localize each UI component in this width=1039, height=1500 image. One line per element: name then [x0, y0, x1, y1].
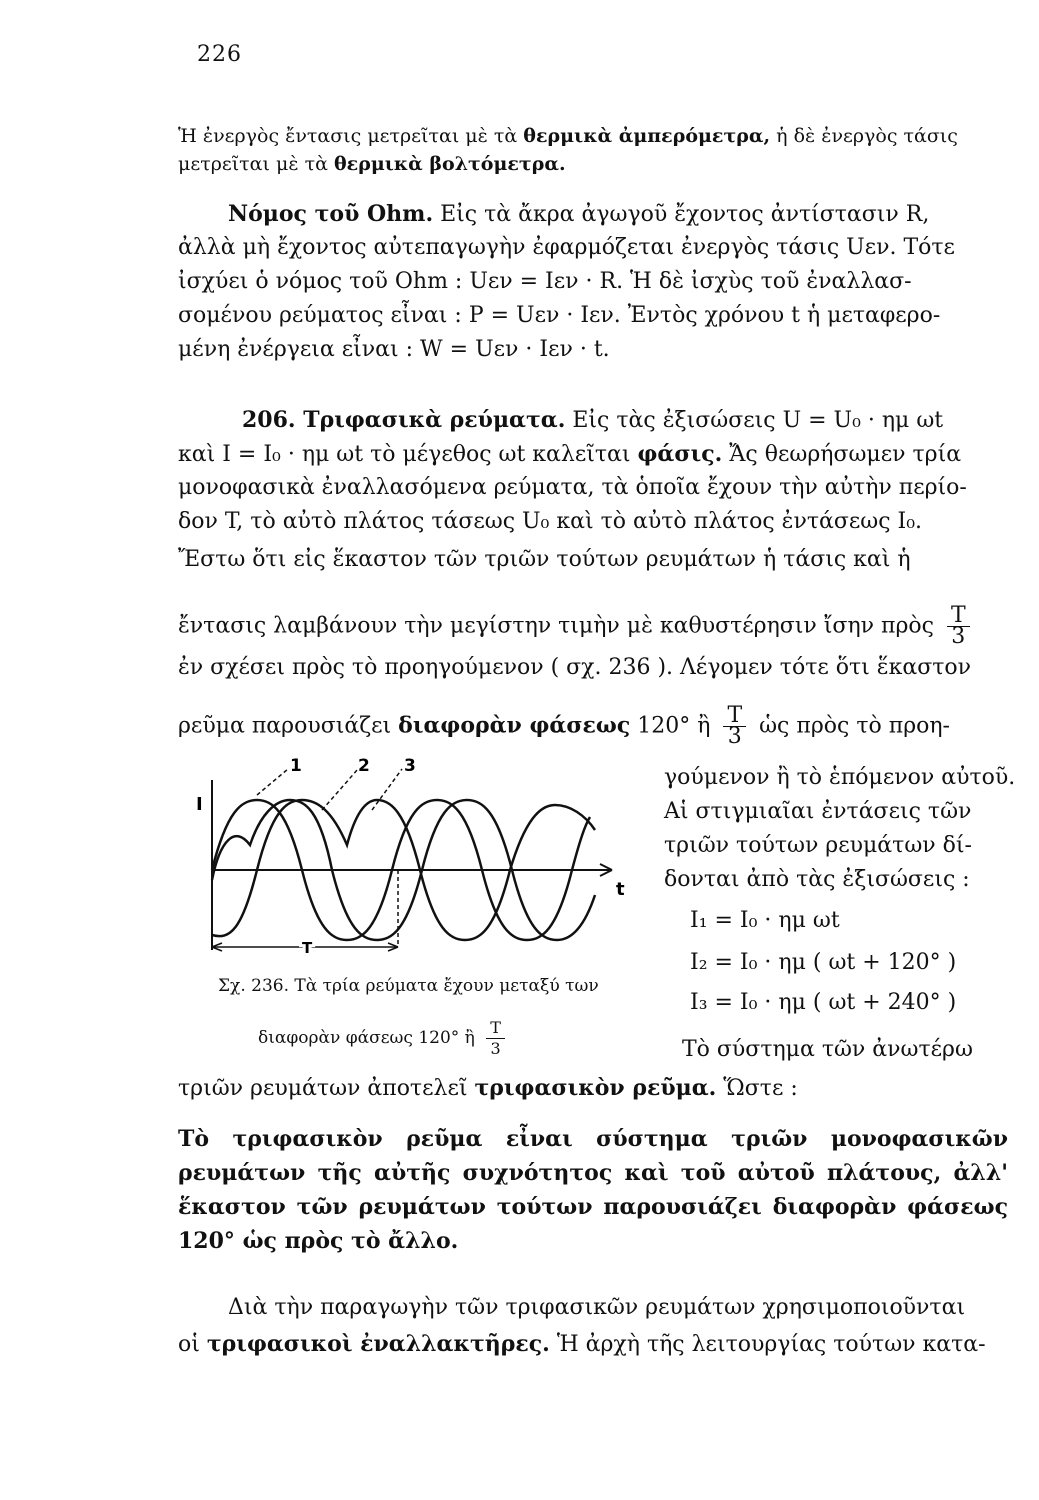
ohm-line-4: σομένου ρεύματος εἶναι : P = Uεν · Iεν. Ἐντὸς χρόνου t ἡ μεταφερο- [178, 303, 941, 328]
term-phase: φάσις. [637, 441, 723, 467]
caption-text: διαφορὰν φάσεως 120° ἢ [258, 1028, 475, 1048]
final-line-1: Διὰ τὴν παραγωγὴν τῶν τριφασικῶν ρευμάτων χρησιμοποιοῦνται [228, 1295, 966, 1320]
curve-label-2: 2 [358, 756, 370, 776]
section-text: ρεῦμα παρουσιάζει [178, 713, 399, 739]
right-line-3: τριῶν τούτων ρευμάτων δί- [664, 833, 972, 858]
term-three-phase-current: τριφασικὸν ρεῦμα. [474, 1075, 717, 1101]
intro-term-ammeters: θερμικὰ ἀμπερόμετρα, [523, 125, 771, 147]
caption-fraction-denominator: 3 [490, 1039, 501, 1058]
closing-text: τριῶν ρευμάτων ἀποτελεῖ [178, 1076, 475, 1101]
closing-line [178, 1074, 798, 1103]
fraction-numerator: T [723, 706, 746, 727]
fraction-t-over-3 [723, 703, 746, 749]
fraction-denominator: 3 [951, 624, 966, 649]
section-text: ἔντασις λαμβάνουν τὴν μεγίστην τιμὴν μὲ καθυστέρησιν ἴσην πρὸς [178, 613, 934, 639]
final-line-2 [178, 1330, 986, 1359]
section-heading: 206. Τριφασικὰ ρεύματα. [242, 407, 566, 433]
section-line-6 [178, 603, 976, 649]
right-line-2: Αἱ στιγμιαῖαι ἐντάσεις τῶν [664, 799, 972, 824]
section-text: καὶ I = I₀ · ημ ωt τὸ μέγεθος ωt καλεῖται [178, 442, 638, 467]
curve-label-leader-2 [322, 769, 358, 810]
page-number: 226 [197, 42, 242, 67]
figure-caption-line-2 [258, 1018, 511, 1059]
section-text: 120° ἢ [630, 713, 711, 739]
fraction-numerator: T [947, 606, 970, 627]
period-label: T [302, 939, 313, 957]
section-line-5: Ἔστω ὅτι εἰς ἕκαστον τῶν τριῶν τούτων ρευμάτων ἡ τάσις καὶ ἡ [178, 547, 911, 572]
intro-term-voltmeters: θερμικὰ βολτόμετρα. [333, 153, 566, 175]
axis-y-label: I [196, 794, 203, 815]
closing-text: Ὥστε : [716, 1076, 798, 1101]
ohm-line-3: ἰσχύει ὁ νόμος τοῦ Ohm : Uεν = Iεν · R. Ἡ δὲ ἰσχὺς τοῦ ἐναλλασ- [178, 269, 912, 294]
axis-x-label: t [616, 879, 625, 900]
curve-label-3: 3 [404, 756, 416, 776]
section-line-1 [242, 406, 943, 435]
right-line-4: δονται ἀπὸ τὰς ἐξισώσεις : [664, 867, 970, 892]
three-phase-figure [190, 755, 650, 960]
section-line-4: δον T, τὸ αὐτὸ πλάτος τάσεως U₀ καὶ τὸ αὐτὸ πλάτος ἐντάσεως I₀. [178, 509, 923, 534]
section-line-3: μονοφασικὰ ἐναλλασόμενα ρεύματα, τὰ ὁποῖα ἔχουν τὴν αὐτὴν περίο- [178, 475, 967, 500]
figure-caption-line-1: Σχ. 236. Τὰ τρία ρεύματα ἔχουν μεταξύ των [218, 976, 599, 996]
final-text: Ἡ ἀρχὴ τῆς λειτουργίας τούτων κατα- [549, 1332, 986, 1357]
curve-label-1: 1 [290, 756, 302, 776]
ohm-line-2: ἀλλὰ μὴ ἔχοντος αὐτεπαγωγὴν ἐφαρμόζεται ἐνεργὸς τάσις Uεν. Τότε [178, 235, 955, 260]
ohm-line-5: μένη ἐνέργεια εἶναι : W = Uεν · Iεν · t. [178, 337, 610, 362]
equation-i3: I₃ = I₀ · ημ ( ωt + 240° ) [690, 990, 957, 1015]
section-text: ὡς πρὸς τὸ προη- [752, 713, 950, 739]
ohm-text: Εἰς τὰ ἄκρα ἀγωγοῦ ἔχοντος ἀντίστασιν R, [433, 202, 930, 227]
ohm-line-1 [228, 200, 929, 229]
final-text: οἱ [178, 1332, 207, 1357]
intro-text: Ἡ ἐνεργὸς ἔντασις μετρεῖται μὲ τὰ [178, 125, 524, 147]
caption-fraction-numerator: T [486, 1018, 505, 1039]
section-line-8 [178, 703, 950, 749]
section-text: Εἰς τὰς ἐξισώσεις U = U₀ · ημ ωt [565, 408, 944, 433]
section-text: Ἄς θεωρήσωμεν τρία [722, 442, 962, 467]
right-line-5: Τὸ σύστημα τῶν ἀνωτέρω [682, 1037, 973, 1062]
section-line-2 [178, 440, 961, 469]
intro-text: ἡ δὲ ἐνεργὸς τάσις [770, 125, 958, 147]
fraction-t-over-3 [947, 603, 970, 649]
fraction-denominator: 3 [727, 724, 742, 749]
term-phase-difference: διαφορὰν φάσεως [398, 712, 631, 739]
intro-text: μετρεῖται μὲ τὰ [178, 153, 334, 175]
right-line-1: γούμενον ἢ τὸ ἑπόμενον αὐτοῦ. [664, 765, 1016, 790]
term-three-phase-alternators: τριφασικοὶ ἐναλλακτῆρες. [206, 1331, 550, 1357]
intro-line-2 [178, 150, 566, 178]
curve-label-leader-1 [257, 769, 288, 795]
equation-i1: I₁ = I₀ · ημ ωt [690, 908, 840, 933]
ohm-heading: Νόμος τοῦ Ohm. [228, 201, 434, 227]
caption-fraction [486, 1018, 505, 1059]
definition-paragraph: Τὸ τριφασικὸν ρεῦμα εἶναι σύστημα τριῶν μονοφασικῶν ρευμάτων τῆς αὐτῆς συχνότητος καὶ τοῦ αὐτοῦ πλάτους, ἀλλ' ἕκαστον τῶν ρευμάτων τούτων παρουσιάζει διαφορὰν φάσεως 120° ὡς πρὸς τὸ ἄλλο. [178, 1126, 1008, 1254]
section-line-7: ἐν σχέσει πρὸς τὸ προηγούμενον ( σχ. 236 ). Λέγομεν τότε ὅτι ἕκαστον [178, 655, 972, 680]
equation-i2: I₂ = I₀ · ημ ( ωt + 120° ) [690, 950, 957, 975]
intro-line-1 [178, 122, 958, 150]
